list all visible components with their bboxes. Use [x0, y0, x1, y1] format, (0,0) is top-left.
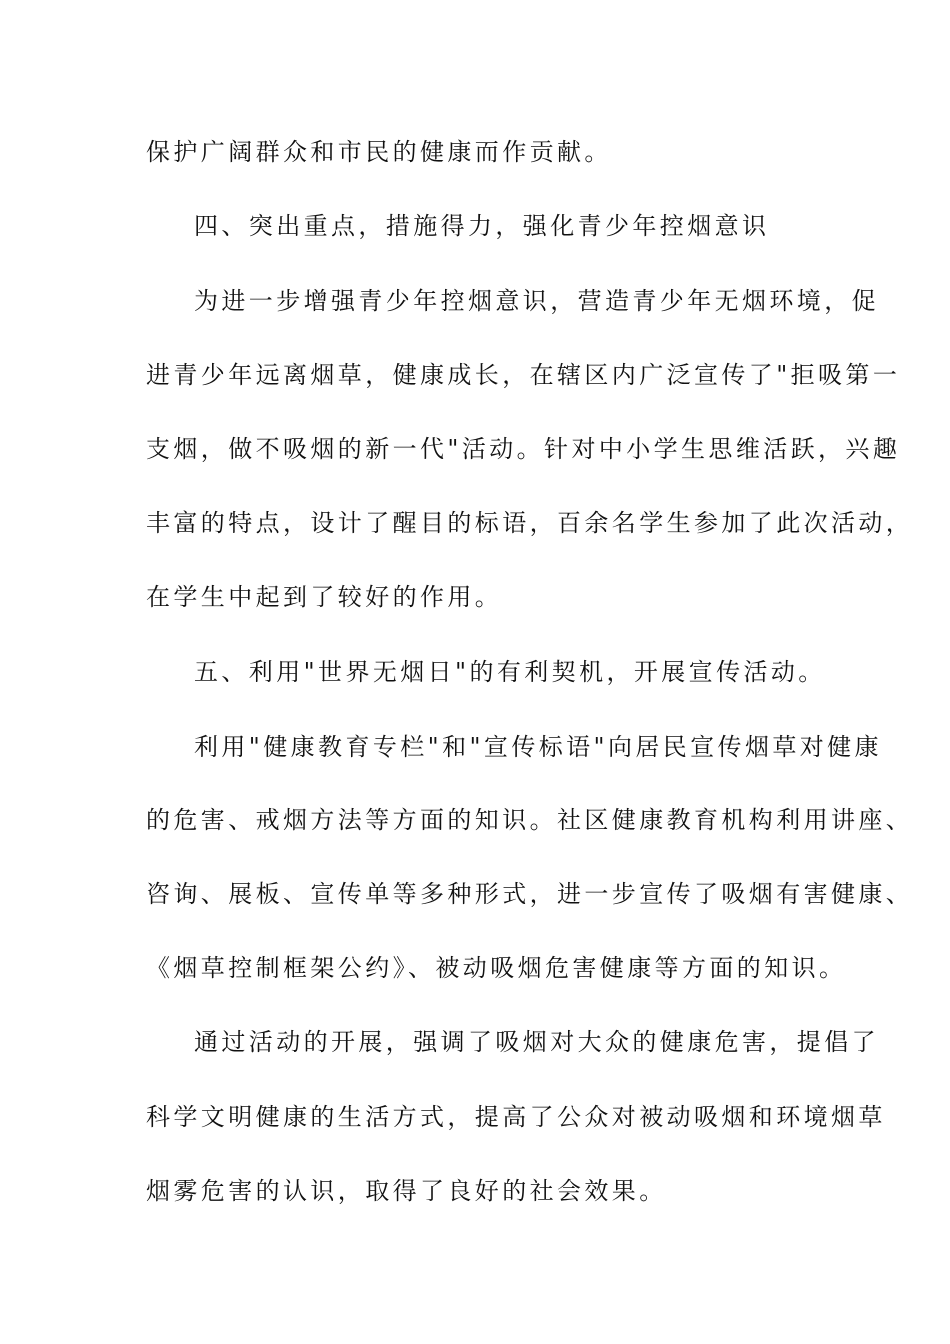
paragraph-line: 进青少年远离烟草，健康成长，在辖区内广泛宣传了"拒吸第一 — [146, 361, 901, 389]
section-heading-5: 五、利用"世界无烟日"的有利契机，开展宣传活动。 — [194, 658, 826, 686]
paragraph-line: 科学文明健康的生活方式，提高了公众对被动吸烟和环境烟草 — [146, 1103, 886, 1131]
paragraph-line: 咨询、展板、宣传单等多种形式，进一步宣传了吸烟有害健康、 — [146, 880, 914, 908]
paragraph-line: 烟雾危害的认识，取得了良好的社会效果。 — [146, 1177, 667, 1205]
paragraph-line: 在学生中起到了较好的作用。 — [146, 583, 503, 611]
paragraph-line: 支烟，做不吸烟的新一代"活动。针对中小学生思维活跃，兴趣 — [146, 435, 901, 463]
paragraph-line: 丰富的特点，设计了醒目的标语，百余名学生参加了此次活动， — [146, 509, 914, 537]
paragraph-line: 的危害、戒烟方法等方面的知识。社区健康教育机构利用讲座、 — [146, 806, 914, 834]
section-heading-4: 四、突出重点，措施得力，强化青少年控烟意识 — [194, 212, 770, 240]
paragraph-line: 保护广阔群众和市民的健康而作贡献。 — [146, 138, 612, 166]
paragraph-line: 通过活动的开展，强调了吸烟对大众的健康危害，提倡了 — [194, 1028, 879, 1056]
paragraph-line: 《烟草控制框架公约》、被动吸烟危害健康等方面的知识。 — [146, 954, 847, 982]
paragraph-line: 为进一步增强青少年控烟意识，营造青少年无烟环境，促 — [194, 287, 879, 315]
paragraph-line: 利用"健康教育专栏"和"宣传标语"向居民宣传烟草对健康 — [194, 733, 882, 761]
